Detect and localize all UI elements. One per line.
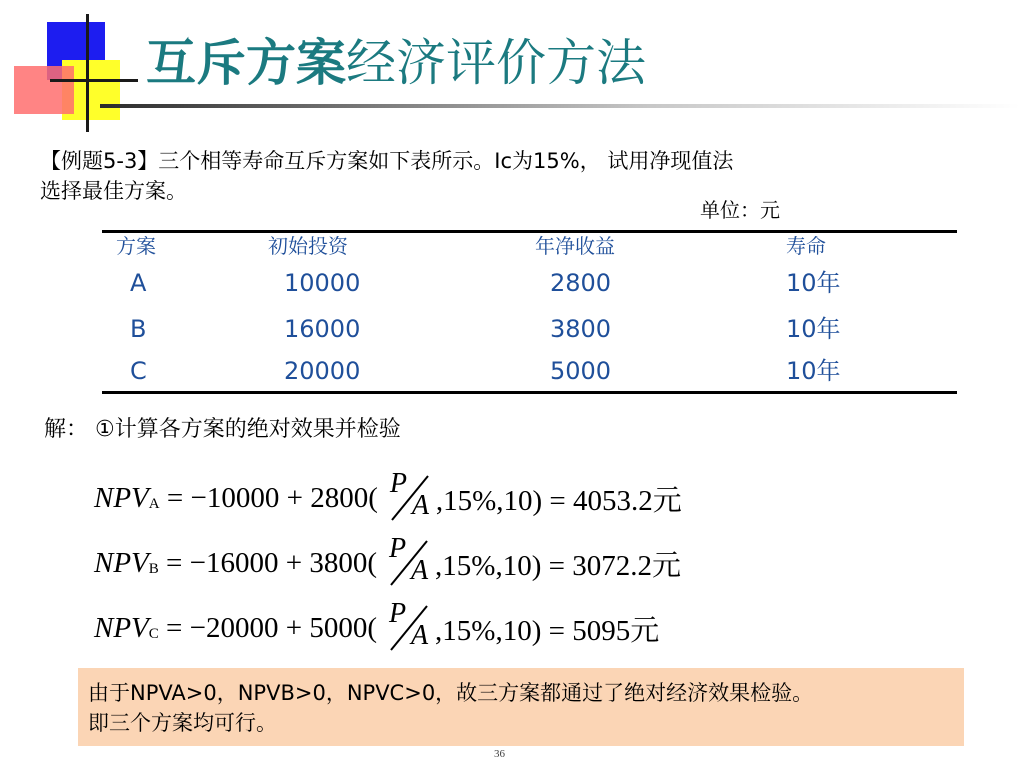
fraction-numerator: P bbox=[389, 533, 407, 564]
equation-npv-b bbox=[94, 535, 681, 591]
table-cell: 2800 bbox=[550, 269, 612, 297]
table-cell: B bbox=[130, 315, 147, 343]
slide-title bbox=[146, 28, 646, 98]
p-over-a-fraction bbox=[377, 600, 435, 656]
unit-label: 单位：元 bbox=[700, 198, 780, 222]
decor-horizontal-line bbox=[50, 79, 138, 82]
problem-line-1: 【例题5-3】三个相等寿命互斥方案如下表所示。Ic为15%， 试用净现值法 bbox=[40, 149, 734, 173]
table-cell: 10年 bbox=[786, 269, 841, 297]
table-header-lifespan: 寿命 bbox=[786, 234, 826, 258]
equation-npv-a bbox=[94, 470, 682, 526]
equation-subscript: B bbox=[148, 560, 159, 577]
equation-tail: ,15%,10) = 4053.2元 bbox=[435, 484, 682, 517]
problem-line-2: 选择最佳方案。 bbox=[40, 179, 187, 203]
table-cell: C bbox=[130, 357, 147, 385]
p-over-a-fraction bbox=[377, 535, 435, 591]
conclusion-box bbox=[78, 668, 964, 746]
problem-statement bbox=[40, 146, 1000, 206]
decor-vertical-line bbox=[86, 14, 89, 132]
page-number: 36 bbox=[494, 748, 505, 760]
equation-tail: ,15%,10) = 5095元 bbox=[435, 614, 660, 647]
title-underline bbox=[100, 104, 1020, 108]
fraction-numerator: P bbox=[389, 598, 407, 629]
p-over-a-fraction bbox=[378, 470, 436, 526]
table-cell: 10年 bbox=[786, 357, 841, 385]
equation-expression: = −10000 + 2800( bbox=[159, 481, 378, 514]
fraction-denominator: A bbox=[411, 555, 429, 586]
table-cell: A bbox=[130, 269, 147, 297]
fraction-denominator: A bbox=[411, 490, 429, 521]
equation-expression: = −16000 + 3800( bbox=[158, 546, 378, 579]
table-cell: 3800 bbox=[550, 315, 612, 343]
title-part-bold: 互斥方案 bbox=[146, 34, 346, 92]
equation-lhs: NPV bbox=[94, 546, 149, 579]
fraction-denominator: A bbox=[411, 620, 429, 651]
conclusion-line-2: 即三个方案均可行。 bbox=[88, 711, 277, 735]
table-top-rule bbox=[102, 230, 957, 233]
fraction-numerator: P bbox=[389, 468, 407, 499]
solution-heading: 解： ①计算各方案的绝对效果并检验 bbox=[44, 417, 401, 442]
equation-npv-c bbox=[94, 600, 659, 656]
table-cell: 10年 bbox=[786, 315, 841, 343]
table-header-initial-investment: 初始投资 bbox=[268, 234, 348, 258]
decor-pink-square bbox=[14, 66, 74, 114]
table-cell: 10000 bbox=[284, 269, 361, 297]
equation-tail: ,15%,10) = 3072.2元 bbox=[435, 549, 681, 582]
table-bottom-rule bbox=[102, 391, 957, 394]
table-header-scheme: 方案 bbox=[116, 234, 156, 258]
equation-subscript: A bbox=[148, 495, 160, 512]
equation-expression: = −20000 + 5000( bbox=[158, 611, 378, 644]
equation-lhs: NPV bbox=[94, 481, 149, 514]
equation-lhs: NPV bbox=[94, 611, 149, 644]
conclusion-line-1: 由于NPVA>0，NPVB>0，NPVC>0，故三方案都通过了绝对经济效果检验。 bbox=[88, 681, 814, 705]
title-part-regular: 经济评价方法 bbox=[346, 34, 646, 92]
equation-subscript: C bbox=[148, 625, 159, 642]
table-cell: 5000 bbox=[550, 357, 612, 385]
table-cell: 16000 bbox=[284, 315, 361, 343]
table-header-annual-net-income: 年净收益 bbox=[535, 234, 615, 258]
table-cell: 20000 bbox=[284, 357, 361, 385]
